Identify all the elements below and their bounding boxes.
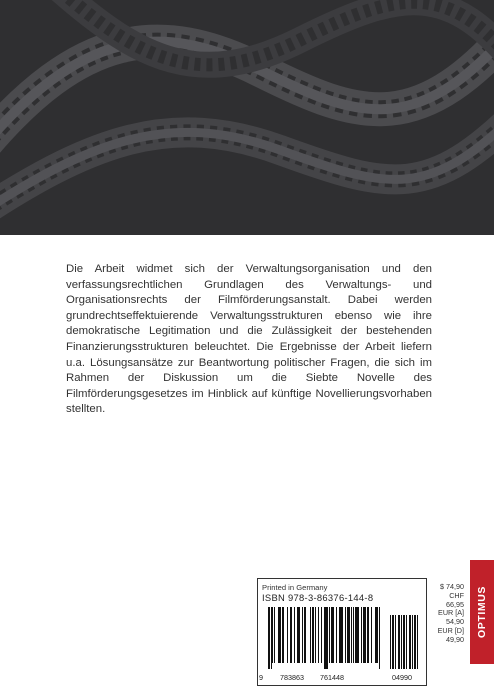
barcode-bar xyxy=(287,607,288,663)
barcode-bar xyxy=(329,607,330,663)
barcode-bar xyxy=(310,607,311,663)
barcode-bar xyxy=(331,607,332,663)
barcode-bar xyxy=(279,607,280,663)
barcode-bar xyxy=(324,607,326,669)
barcode-bar xyxy=(327,607,328,669)
cover-banner-film-strip xyxy=(0,0,494,235)
barcode-bar xyxy=(290,607,291,663)
barcode-bar xyxy=(376,607,377,663)
barcode-bar xyxy=(356,607,358,663)
barcode-bar xyxy=(371,607,372,663)
barcode-addon-bar xyxy=(401,615,402,669)
barcode-bar xyxy=(318,607,319,663)
barcode-addon-bar xyxy=(410,615,411,669)
barcode-addon-bar xyxy=(412,615,413,669)
isbn-label: ISBN 978-3-86376-144-8 xyxy=(262,592,374,603)
barcode-addon-bar xyxy=(392,615,393,669)
barcode-bar xyxy=(336,607,337,663)
barcode-bar xyxy=(379,607,380,669)
film-strip-graphic xyxy=(0,0,494,235)
barcode-bar xyxy=(353,607,354,663)
barcode-addon-bar xyxy=(393,615,394,669)
price-eur-austria: EUR [A] 54,90 xyxy=(438,608,464,627)
barcode-digit-group-2: 761448 xyxy=(320,673,344,682)
barcode-bar xyxy=(351,607,352,663)
publisher-name: OPTIMUS xyxy=(476,585,488,639)
barcode-bar xyxy=(283,607,284,663)
back-cover-blurb: Die Arbeit widmet sich der Verwaltungsorganisation und den verfassungsrechtlichen Grundlagen des Verwaltungs- und Organisationsrechts der Filmförderungsanstalt. Dabei werden grundrechtseffektuierende Verwaltungsstrukturen ebenso wie ihre demokratische Legitimation und die Zulässigkeit der bestehenden Finanzierungsstrukturen beleuchtet. Die Ergebnisse der Arbeit liefern u.a. Lösungsansätze zur Beantwortung politischer Fragen, die sich im Rahmen der Diskussion um die Siebte Novelle des Filmförderungsgesetzes im Hinblick auf künftige Novellierungsvorhaben stellten. xyxy=(66,263,432,416)
barcode-bar xyxy=(304,607,305,663)
barcode-bar xyxy=(321,607,322,663)
barcode-addon-bar xyxy=(399,615,400,669)
barcode-bar xyxy=(326,607,327,669)
barcode-bar xyxy=(375,607,376,663)
barcode-addon-bar xyxy=(403,615,404,669)
barcode-bar xyxy=(272,607,273,663)
publisher-logo xyxy=(470,560,494,664)
barcode-bar xyxy=(364,607,366,663)
barcode-bar xyxy=(368,607,369,663)
barcode-digit-group-1: 783863 xyxy=(280,673,304,682)
barcode-digit-addon: 04990 xyxy=(392,673,412,682)
barcode-bar xyxy=(291,607,292,663)
barcode-bar xyxy=(342,607,343,663)
barcode-bar xyxy=(315,607,316,663)
barcode-bar xyxy=(377,607,378,663)
barcode-bar xyxy=(361,607,362,663)
barcode-addon-bar xyxy=(404,615,405,669)
barcode-bar xyxy=(274,607,275,663)
barcode-box xyxy=(257,578,427,686)
barcode-addon-bar xyxy=(398,615,399,669)
price-eur-germany: EUR [D] 49,90 xyxy=(437,625,464,644)
barcode-bar xyxy=(299,607,300,663)
printed-in-label: Printed in Germany xyxy=(262,583,328,592)
barcode-bar xyxy=(298,607,299,663)
barcode-bar xyxy=(268,607,270,669)
barcode-bar xyxy=(297,607,298,663)
barcode-bar xyxy=(363,607,364,663)
barcode-bar xyxy=(312,607,313,663)
barcode-bar xyxy=(367,607,368,663)
barcode-bar xyxy=(355,607,356,663)
barcode-bar xyxy=(280,607,281,663)
barcode-bar xyxy=(339,607,340,663)
barcode-addon-bar xyxy=(409,615,410,669)
isbn-barcode xyxy=(262,607,422,671)
barcode-bar xyxy=(294,607,295,663)
price-chf: CHF 66,95 xyxy=(446,590,464,609)
barcode-addon-bar xyxy=(417,615,418,669)
barcode-addon-bar xyxy=(406,615,407,669)
barcode-addon-bar xyxy=(415,615,416,669)
barcode-addon-bar xyxy=(390,615,391,669)
barcode-bar xyxy=(345,607,346,663)
barcode-bar xyxy=(302,607,303,663)
barcode-bar xyxy=(340,607,342,663)
price-usd: $ 74,90 xyxy=(440,582,464,591)
barcode-bar xyxy=(347,607,348,663)
barcode-bar xyxy=(278,607,279,663)
barcode-bar xyxy=(313,607,314,663)
barcode-bar xyxy=(348,607,350,663)
barcode-addon-bar xyxy=(395,615,396,669)
barcode-bar xyxy=(332,607,334,663)
barcode-bar xyxy=(282,607,283,663)
barcode-bar xyxy=(358,607,359,663)
price-list xyxy=(430,583,464,645)
barcode-bar xyxy=(271,607,272,669)
barcode-addon-bar xyxy=(414,615,415,669)
barcode-digit-lead: 9 xyxy=(259,673,263,682)
barcode-bar xyxy=(305,607,306,663)
